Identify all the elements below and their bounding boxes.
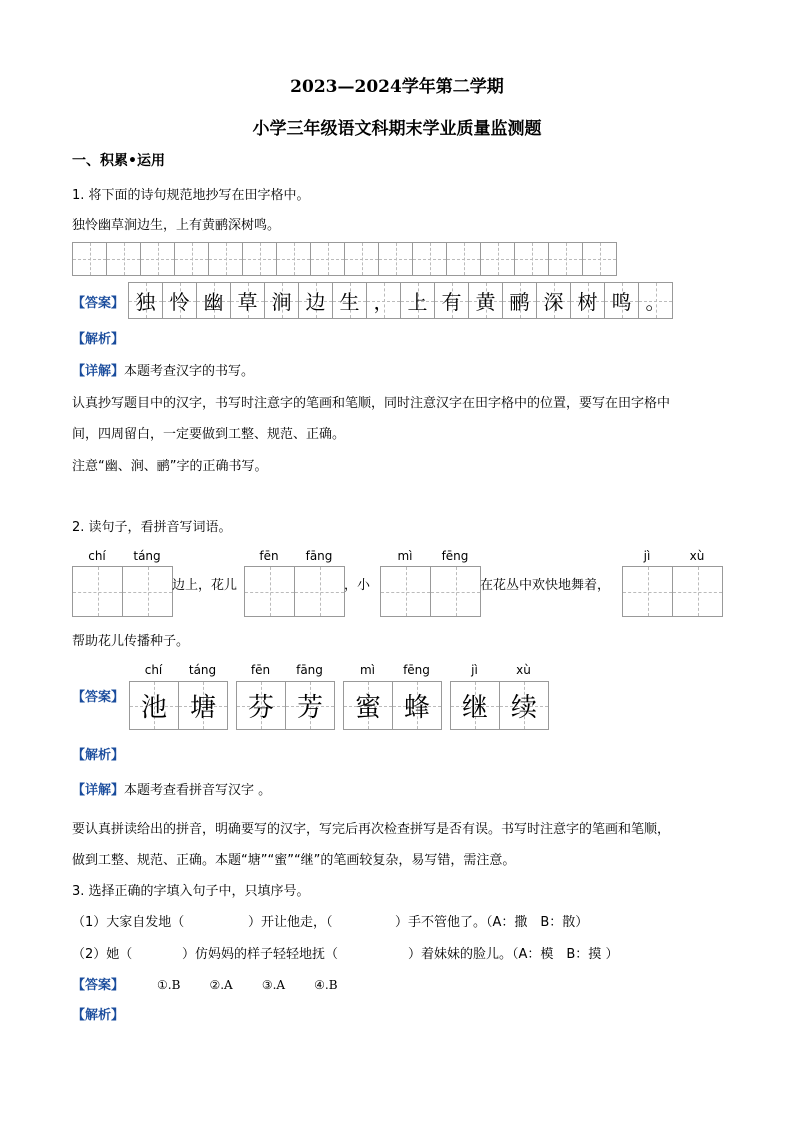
grid-cell — [469, 283, 503, 318]
answer-char: 深 — [543, 290, 564, 314]
grid-cell — [623, 567, 673, 616]
q3-answer-label: 【答案】 — [72, 978, 125, 993]
grid-cell — [286, 682, 335, 729]
grid-cell — [500, 682, 549, 729]
grid-cell — [435, 283, 469, 318]
q2-answer-grid-3 — [343, 681, 442, 730]
grid-cell — [345, 243, 379, 275]
grid-cell — [381, 567, 431, 616]
q3-sentence1-b: ）开让他走，（ — [248, 915, 333, 930]
q3-analysis-label: 【解析】 — [72, 1008, 125, 1023]
answer-char: 边 — [305, 290, 326, 314]
q2-prompt: 2. 读句子，看拼音写词语。 — [72, 520, 232, 535]
grid-cell — [673, 567, 723, 616]
q1-detail-text: 本题考查汉字的书写。 — [124, 364, 255, 379]
grid-cell — [481, 243, 515, 275]
q2-answer-grid-1 — [129, 681, 228, 730]
grid-cell — [451, 682, 500, 729]
answer-char: 继 — [461, 693, 488, 723]
q2-ans-pinyin-2a: fēn — [250, 663, 271, 677]
answer-char: 鹂 — [509, 290, 530, 314]
q2-detail-label: 【详解】 — [72, 783, 125, 798]
grid-cell — [243, 243, 277, 275]
q2-pinyin-2a: fēn — [259, 549, 279, 563]
q2-pinyin-1b: táng — [133, 549, 161, 563]
grid-cell — [163, 283, 197, 318]
q3-sentence2-a: （2）她（ — [72, 947, 133, 962]
grid-cell — [447, 243, 481, 275]
grid-cell — [237, 682, 286, 729]
answer-char: 塘 — [189, 693, 216, 723]
q1-answer-label: 【答案】 — [72, 296, 125, 311]
grid-cell — [245, 567, 295, 616]
q2-pinyin-2b: fāng — [305, 549, 333, 563]
grid-cell — [73, 243, 107, 275]
answer-char: 怜 — [169, 290, 190, 314]
q1-detail-label: 【详解】 — [72, 364, 125, 379]
grid-cell — [583, 243, 617, 275]
grid-cell — [123, 567, 173, 616]
answer-char: ， — [373, 290, 394, 314]
q2-answer-label: 【答案】 — [72, 690, 125, 705]
grid-cell — [129, 283, 163, 318]
grid-cell — [549, 243, 583, 275]
grid-cell — [197, 283, 231, 318]
answer-char: 涧 — [271, 290, 292, 314]
q2-text1: 边上，花儿 — [172, 578, 238, 593]
q2-answer-grid-2 — [236, 681, 335, 730]
q1-empty-grid — [72, 242, 617, 276]
q2-pinyin-4a: jì — [643, 549, 651, 563]
grid-cell — [344, 682, 393, 729]
grid-cell — [431, 567, 481, 616]
q1-explain2: 间，四周留白，一定要做到工整、规范、正确。 — [72, 427, 346, 442]
grid-cell — [515, 243, 549, 275]
q2-detail-text: 本题考查看拼音写汉字 。 — [124, 783, 272, 798]
q2-blank-grid-1 — [72, 566, 173, 617]
answer-char: 蜂 — [403, 693, 430, 723]
q3-sentence2-b: ）仿妈妈的样子轻轻地抚（ — [182, 947, 339, 962]
grid-cell — [209, 243, 243, 275]
answer-char: 幽 — [203, 290, 224, 314]
q2-text3: 在花丛中欢快地舞着， — [480, 578, 611, 593]
q1-poem: 独怜幽草涧边生，上有黄鹂深树鸣。 — [72, 218, 281, 233]
q3-prompt: 3. 选择正确的字填入句子中，只填序号。 — [72, 884, 310, 899]
section-heading: 一、积累•运用 — [72, 153, 165, 169]
grid-cell — [277, 243, 311, 275]
grid-cell — [265, 283, 299, 318]
grid-cell — [311, 243, 345, 275]
answer-char: 独 — [135, 290, 156, 314]
grid-cell — [295, 567, 345, 616]
answer-char: 有 — [441, 290, 462, 314]
q3-answer-1: ①.B — [157, 978, 181, 992]
grid-cell — [107, 243, 141, 275]
grid-cell — [393, 682, 442, 729]
q3-answer-4: ④.B — [314, 978, 338, 992]
grid-cell — [367, 283, 401, 318]
q1-answer-grid — [128, 282, 673, 319]
answer-char: 树 — [577, 290, 598, 314]
q1-explain3: 注意“幽、涧、鹂”字的正确书写。 — [72, 459, 268, 474]
q1-prompt: 1. 将下面的诗句规范地抄写在田字格中。 — [72, 188, 310, 203]
grid-cell — [379, 243, 413, 275]
grid-cell — [503, 283, 537, 318]
q2-detail — [72, 779, 271, 798]
grid-cell — [231, 283, 265, 318]
grid-cell — [299, 283, 333, 318]
q2-text2: ，小 — [344, 578, 371, 593]
title-line1: 2023—2024学年第二学期 — [290, 77, 504, 97]
grid-cell — [179, 682, 228, 729]
q2-explain2: 做到工整、规范、正确。本题“塘”“蜜”“继”的笔画较复杂，易写错，需注意。 — [72, 853, 516, 868]
q3-sentence1-a: （1）大家自发地（ — [72, 915, 185, 930]
q1-explain1: 认真抄写题目中的汉字，书写时注意字的笔画和笔顺，同时注意汉字在田字格中的位置，要写在田字格中 — [72, 396, 671, 411]
q2-answer-grid-4 — [450, 681, 549, 730]
answer-char: 芬 — [247, 693, 274, 723]
grid-cell — [73, 567, 123, 616]
q2-pinyin-4b: xù — [689, 549, 705, 563]
q2-pinyin-3a: mì — [397, 549, 413, 563]
q2-text4: 帮助花儿传播种子。 — [72, 634, 190, 649]
grid-cell — [605, 283, 639, 318]
q2-ans-pinyin-4b: xù — [516, 663, 531, 677]
answer-char: 池 — [140, 693, 167, 723]
title-line2: 小学三年级语文科期末学业质量监测题 — [252, 119, 542, 139]
q2-ans-pinyin-2b: fāng — [296, 663, 323, 677]
grid-cell — [571, 283, 605, 318]
q2-blank-grid-4 — [622, 566, 723, 617]
q2-analysis-label: 【解析】 — [72, 748, 125, 763]
q2-ans-pinyin-3b: fēng — [403, 663, 430, 677]
answer-char: 草 — [237, 290, 258, 314]
answer-char: 。 — [645, 290, 666, 314]
q3-sentence2-c: ）着妹妹的脸儿。（A：模 B：摸 ） — [408, 947, 619, 962]
q3-answer-3: ③.A — [261, 978, 286, 992]
q2-ans-pinyin-1a: chí — [144, 663, 163, 677]
q2-pinyin-3b: fēng — [441, 549, 469, 563]
grid-cell — [639, 283, 673, 318]
answer-char: 芳 — [296, 693, 323, 723]
answer-char: 上 — [407, 290, 428, 314]
q2-ans-pinyin-3a: mì — [359, 663, 376, 677]
answer-char: 黄 — [475, 290, 496, 314]
q2-pinyin-1a: chí — [88, 549, 106, 563]
q2-blank-grid-2 — [244, 566, 345, 617]
q2-blank-grid-3 — [380, 566, 481, 617]
grid-cell — [141, 243, 175, 275]
answer-char: 鸣 — [611, 290, 632, 314]
answer-char: 生 — [339, 290, 360, 314]
answer-char: 蜜 — [354, 693, 381, 723]
answer-char: 续 — [510, 693, 537, 723]
q2-ans-pinyin-4a: jì — [471, 663, 478, 677]
q1-detail — [72, 360, 254, 379]
grid-cell — [401, 283, 435, 318]
grid-cell — [333, 283, 367, 318]
q2-explain1: 要认真拼读给出的拼音，明确要写的汉字，写完后再次检查拼写是否有误。书写时注意字的笔画和笔顺， — [72, 822, 671, 837]
q3-answer-2: ②.A — [209, 978, 233, 992]
grid-cell — [175, 243, 209, 275]
grid-cell — [537, 283, 571, 318]
q3-sentence1-c: ）手不管他了。（A：撒 B：散） — [395, 915, 589, 930]
q2-ans-pinyin-1b: táng — [188, 663, 217, 677]
q1-analysis-label: 【解析】 — [72, 332, 125, 347]
q3-answers — [157, 974, 338, 993]
grid-cell — [413, 243, 447, 275]
grid-cell — [130, 682, 179, 729]
